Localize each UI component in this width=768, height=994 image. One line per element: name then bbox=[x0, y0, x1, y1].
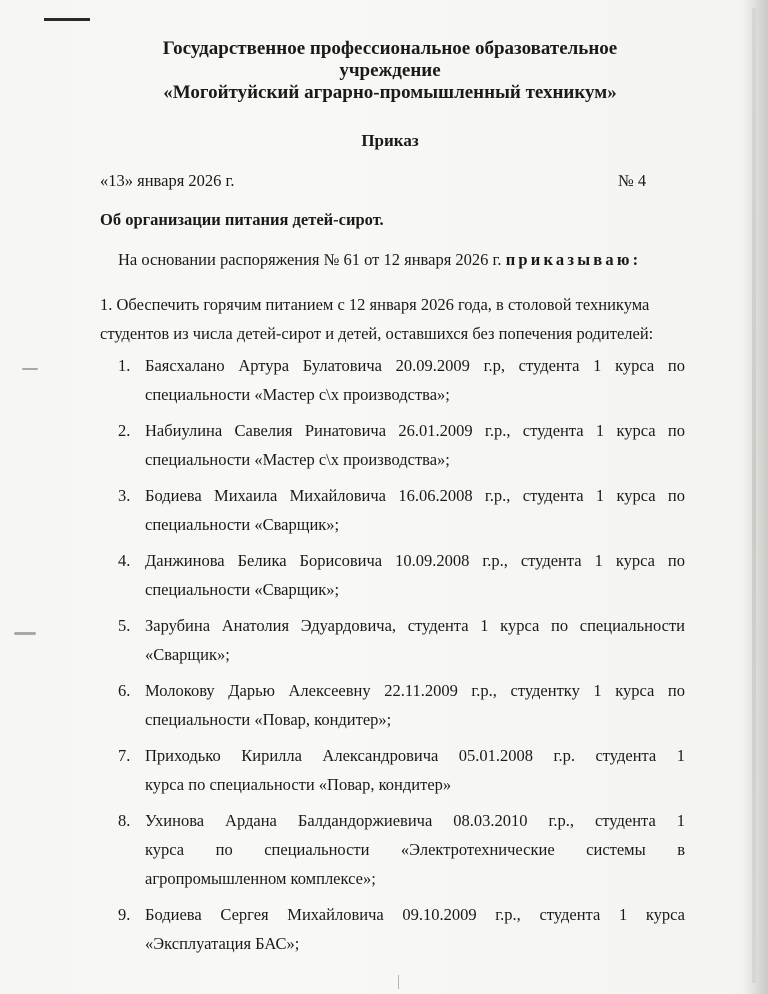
scan-mark bbox=[398, 975, 399, 989]
list-item-line: специальности «Мастер с\х производства»; bbox=[145, 450, 450, 469]
header-line-3: «Могойтуйский аграрно-промышленный техникум» bbox=[163, 82, 617, 103]
list-item-line: агропромышленном комплексе»; bbox=[145, 869, 376, 888]
list-item-line: Набиулина Савелия Ринатовича 26.01.2009 г.р., студента 1 курса по bbox=[145, 421, 685, 440]
clause-line: 1. Обеспечить горячим питанием с 12 января 2026 года, в столовой техникума bbox=[100, 295, 650, 314]
list-item-line: курса по специальности «Электротехнические системы в bbox=[145, 840, 685, 859]
list-item-number: 9. bbox=[118, 905, 131, 924]
list-item-line: «Эксплуатация БАС»; bbox=[145, 934, 300, 953]
order-number: № 4 bbox=[618, 171, 647, 190]
list-item-number: 5. bbox=[118, 616, 131, 635]
order-basis bbox=[118, 250, 641, 270]
clause-line: студентов из числа детей-сирот и детей, оставшихся без попечения родителей: bbox=[100, 324, 654, 343]
list-item-line: Зарубина Анатолия Эдуардовича, студента 1 курса по специальности bbox=[145, 616, 685, 635]
document-title: Приказ bbox=[361, 131, 419, 150]
list-item-line: Приходько Кирилла Александровича 05.01.2008 г.р. студента 1 bbox=[145, 746, 685, 765]
list-item-line: Данжинова Белика Борисовича 10.09.2008 г.р., студента 1 курса по bbox=[145, 551, 685, 570]
list-item-number: 1. bbox=[118, 356, 131, 375]
scan-artifact-bar bbox=[44, 18, 90, 21]
clause-1 bbox=[100, 290, 685, 348]
list-item-number: 6. bbox=[118, 681, 131, 700]
scan-mark bbox=[22, 368, 38, 370]
student-list bbox=[100, 351, 685, 965]
basis-action: приказываю: bbox=[505, 250, 642, 269]
organization-header bbox=[100, 38, 680, 104]
scan-mark bbox=[14, 632, 36, 635]
list-item bbox=[100, 546, 685, 604]
order-date: «13» января 2026 г. bbox=[100, 171, 235, 190]
list-item bbox=[100, 741, 685, 799]
list-item bbox=[100, 416, 685, 474]
list-item bbox=[100, 611, 685, 669]
list-item-line: специальности «Повар, кондитер»; bbox=[145, 710, 392, 729]
list-item-line: «Сварщик»; bbox=[145, 645, 230, 664]
list-item-line: Баясхалано Артура Булатовича 20.09.2009 г.р, студента 1 курса по bbox=[145, 356, 685, 375]
header-line-1: Государственное профессиональное образовательное bbox=[162, 38, 618, 59]
list-item bbox=[100, 806, 685, 893]
list-item bbox=[100, 351, 685, 409]
list-item-line: Ухинова Ардана Балдандоржиевича 08.03.2010 г.р., студента 1 bbox=[145, 811, 685, 830]
list-item-number: 3. bbox=[118, 486, 131, 505]
list-item-line: специальности «Сварщик»; bbox=[145, 580, 340, 599]
list-item-number: 7. bbox=[118, 746, 131, 765]
list-item-line: специальности «Сварщик»; bbox=[145, 515, 340, 534]
header-line-2: учреждение bbox=[339, 60, 441, 81]
list-item-number: 2. bbox=[118, 421, 131, 440]
list-item bbox=[100, 900, 685, 958]
list-item bbox=[100, 676, 685, 734]
list-item-number: 4. bbox=[118, 551, 131, 570]
list-item-number: 8. bbox=[118, 811, 131, 830]
order-subject: Об организации питания детей-сирот. bbox=[100, 210, 384, 229]
list-item-line: Бодиева Михаила Михайловича 16.06.2008 г.р., студента 1 курса по bbox=[145, 486, 685, 505]
list-item-line: курса по специальности «Повар, кондитер» bbox=[145, 775, 452, 794]
list-item-line: специальности «Мастер с\х производства»; bbox=[145, 385, 450, 404]
list-item-line: Молокову Дарью Алексеевну 22.11.2009 г.р., студентку 1 курса по bbox=[145, 681, 685, 700]
list-item-line: Бодиева Сергея Михайловича 09.10.2009 г.р., студента 1 курса bbox=[145, 905, 685, 924]
basis-text: На основании распоряжения № 61 от 12 января 2026 г. bbox=[118, 250, 502, 269]
list-item bbox=[100, 481, 685, 539]
scan-page-edge bbox=[742, 0, 768, 994]
